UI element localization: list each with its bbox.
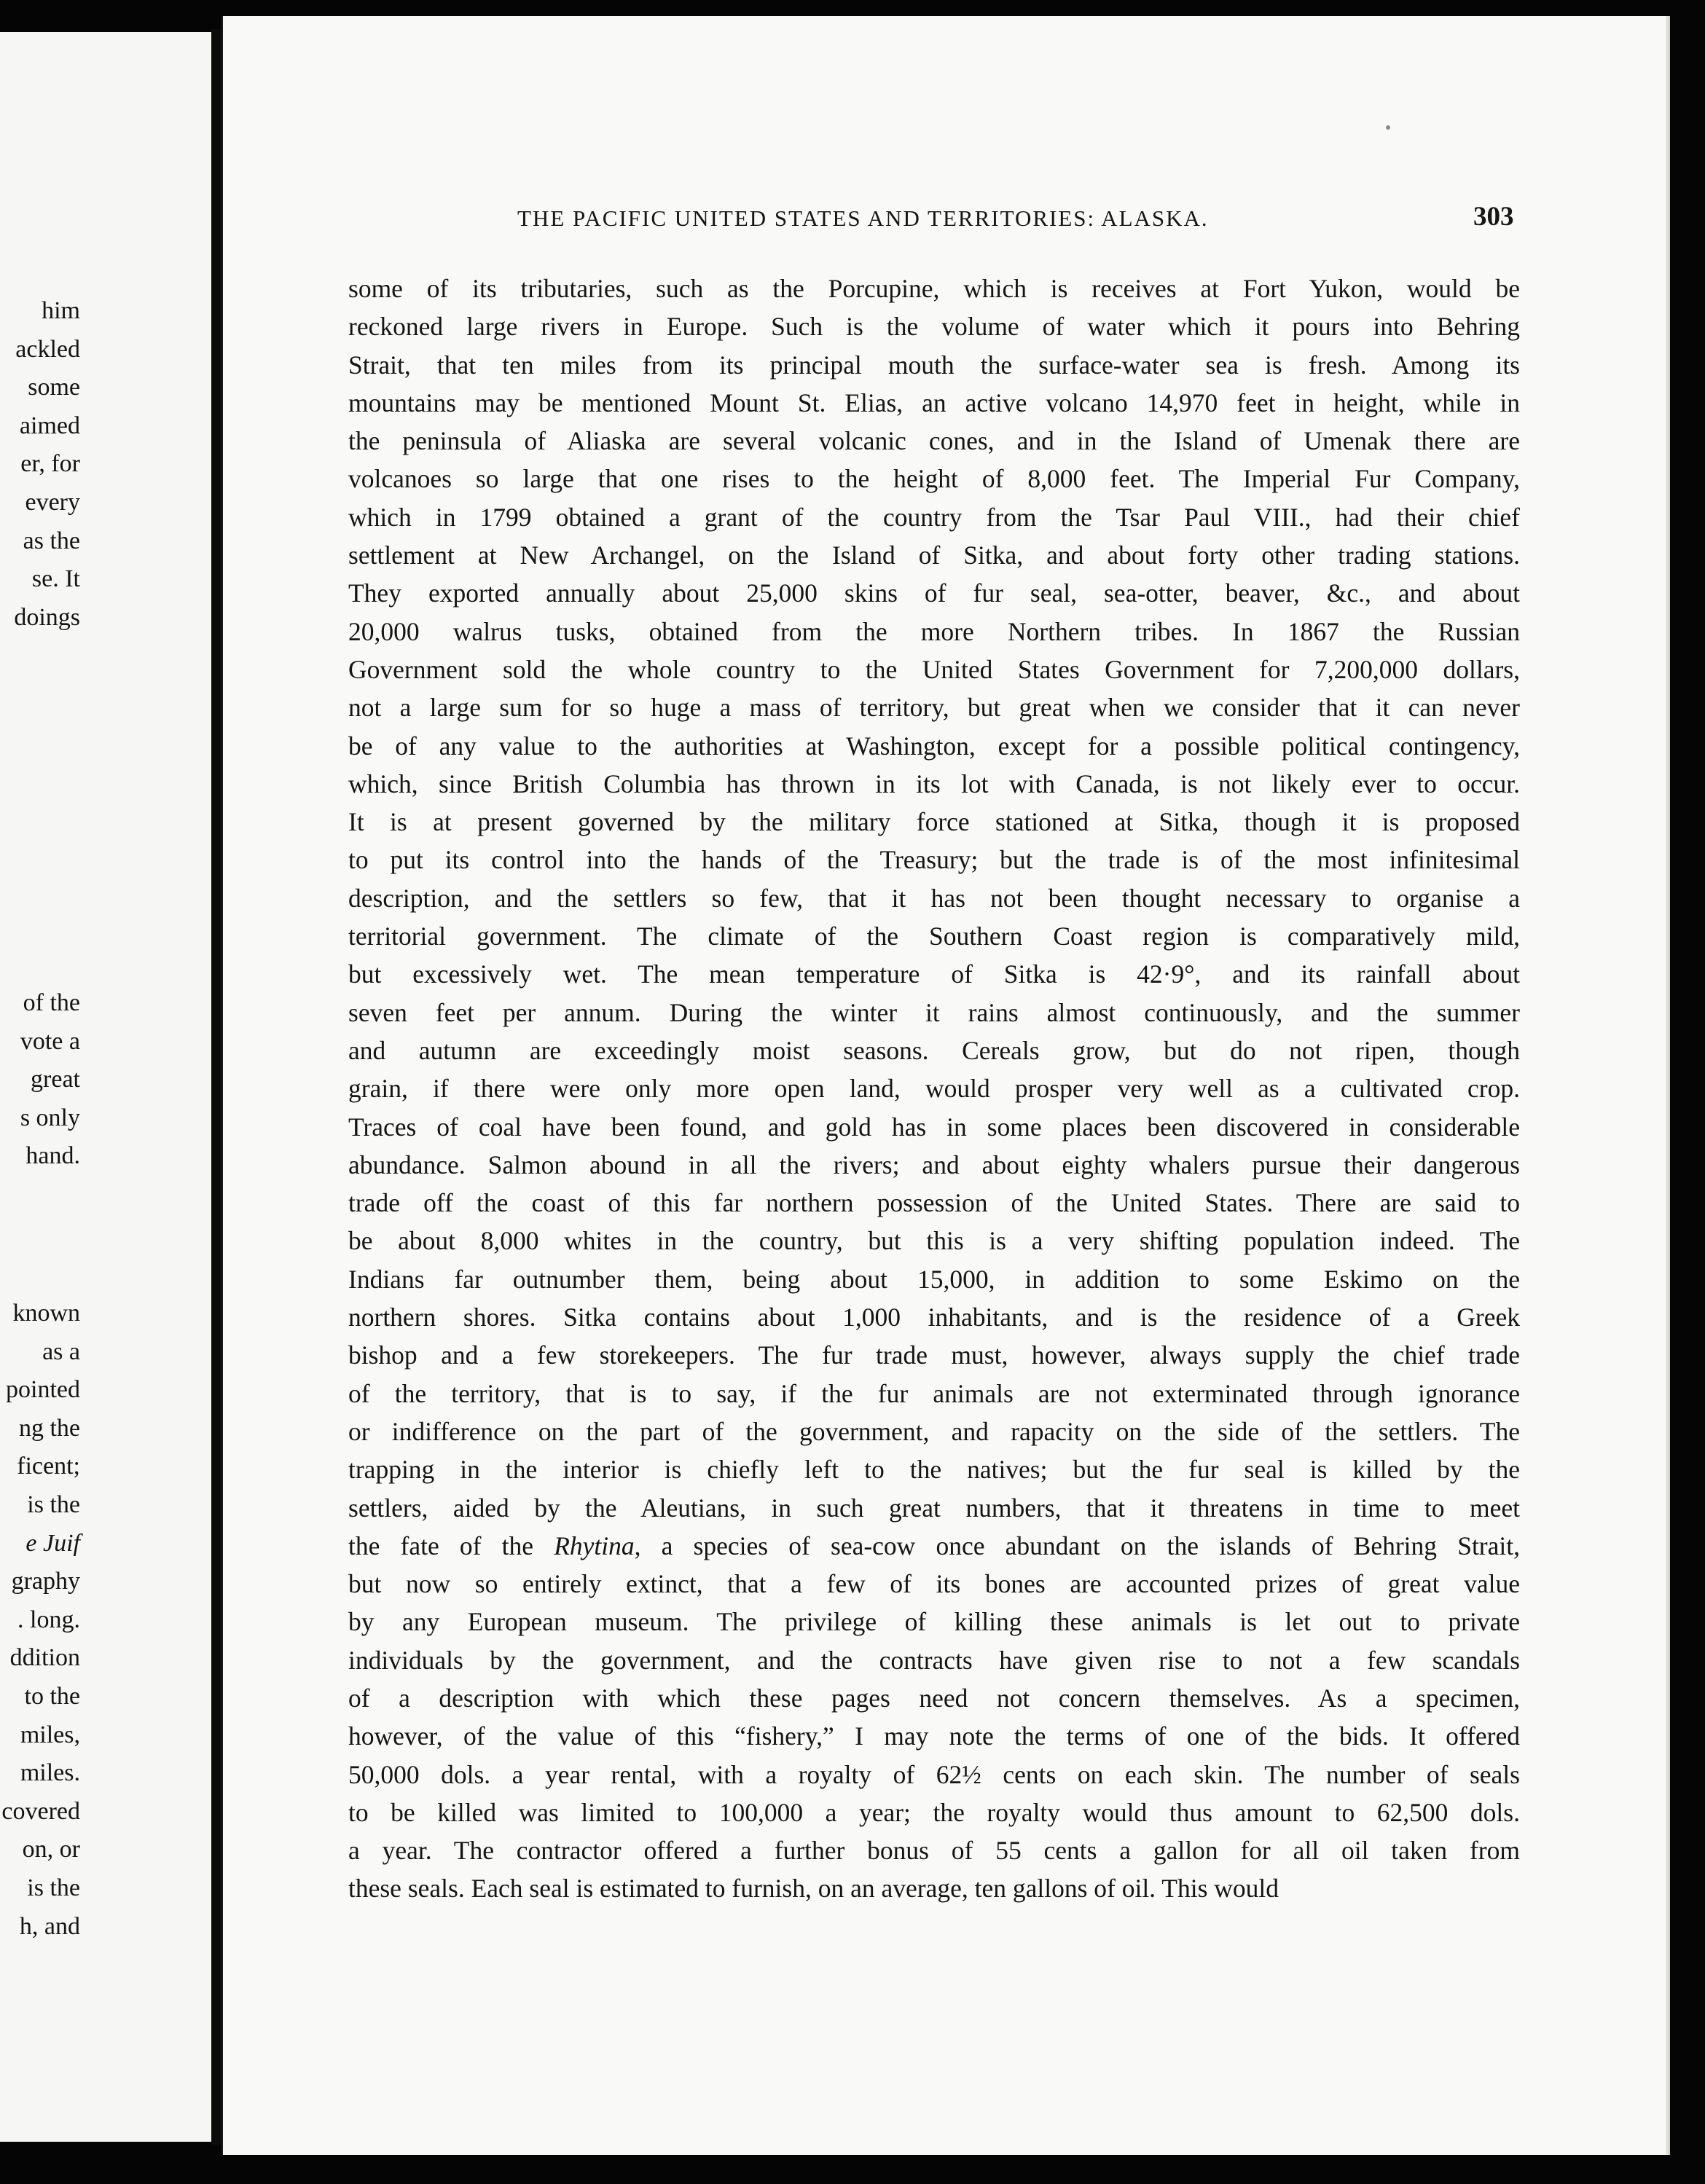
text-line: the fate of the Rhytina, a species of sea-cow once abundant on the islands of Behring Strait, bbox=[348, 1531, 1520, 1560]
facing-page-line-fragment: on, or bbox=[22, 1836, 80, 1863]
text-line: territorial government. The climate of the Southern Coast region is comparatively mild, bbox=[348, 922, 1520, 951]
facing-page-line-fragment: miles, bbox=[20, 1721, 80, 1748]
facing-page-text-column bbox=[0, 32, 80, 2142]
facing-page-line-fragment: graphy bbox=[11, 1568, 80, 1595]
text-line: volcanoes so large that one rises to the height of 8,000 feet. The Imperial Fur Company, bbox=[348, 464, 1520, 494]
book-page bbox=[222, 16, 1670, 2155]
text-line: be about 8,000 whites in the country, but this is a very shifting population indeed. The bbox=[348, 1226, 1520, 1256]
body-text bbox=[348, 270, 1520, 1908]
text-line: They exported annually about 25,000 skins of fur seal, sea-otter, beaver, &c., and about bbox=[348, 578, 1520, 608]
text-line: which, since British Columbia has thrown in its lot with Canada, is not likely ever to occur. bbox=[348, 769, 1520, 798]
page-number: 303 bbox=[1473, 202, 1514, 232]
text-line: of a description with which these pages need not concern themselves. As a specimen, bbox=[348, 1683, 1520, 1713]
text-line: 50,000 dols. a year rental, with a royalty of 62½ cents on each skin. The number of seals bbox=[348, 1759, 1520, 1789]
facing-page-line-fragment: ddition bbox=[9, 1644, 80, 1672]
text-line: and autumn are exceedingly moist seasons. Cereals grow, but do not ripen, though bbox=[348, 1035, 1520, 1065]
text-line: but now so entirely extinct, that a few of its bones are accounted prizes of great value bbox=[348, 1569, 1520, 1599]
text-line: It is at present governed by the military force stationed at Sitka, though it is proposed bbox=[348, 807, 1520, 837]
book-gutter bbox=[211, 29, 222, 2145]
text-line: trapping in the interior is chiefly left to the natives; but the fur seal is killed by the bbox=[348, 1455, 1520, 1485]
text-line: Traces of coal have been found, and gold has in some places been discovered in considerable bbox=[348, 1112, 1520, 1142]
facing-page-line-fragment: ficent; bbox=[17, 1453, 80, 1480]
text-line: settlers, aided by the Aleutians, in such great numbers, that it threatens in time to meet bbox=[348, 1493, 1520, 1523]
text-line: which in 1799 obtained a grant of the country from the Tsar Paul VIII., had their chief bbox=[348, 502, 1520, 532]
text-line: however, of the value of this “fishery,” I may note the terms of one of the bids. It offered bbox=[348, 1721, 1520, 1751]
text-line: these seals. Each seal is estimated to furnish, on an average, ten gallons of oil. This would bbox=[348, 1874, 1279, 1904]
text-line: to be killed was limited to 100,000 a year; the royalty would thus amount to 62,500 dols. bbox=[348, 1797, 1520, 1827]
text-line: northern shores. Sitka contains about 1,000 inhabitants, and is the residence of a Greek bbox=[348, 1303, 1520, 1332]
text-line: settlement at New Archangel, on the Island of Sitka, and about forty other trading stations. bbox=[348, 541, 1520, 570]
facing-page-line-fragment: er, for bbox=[20, 450, 80, 478]
facing-page-line-fragment: every bbox=[25, 489, 80, 516]
text-line: not a large sum for so huge a mass of territory, but great when we consider that it can never bbox=[348, 693, 1520, 723]
facing-page-line-fragment: s only bbox=[20, 1104, 80, 1131]
text-line: a year. The contractor offered a further bonus of 55 cents a gallon for all oil taken from bbox=[348, 1836, 1520, 1866]
text-line: grain, if there were only more open land, would prosper very well as a cultivated crop. bbox=[348, 1074, 1520, 1104]
facing-page-line-fragment: is the bbox=[27, 1491, 80, 1518]
facing-page-line-fragment: se. It bbox=[31, 565, 80, 593]
text-line: individuals by the government, and the contracts have given rise to not a few scandals bbox=[348, 1645, 1520, 1675]
text-line: of the territory, that is to say, if the fur animals are not exterminated through ignorance bbox=[348, 1378, 1520, 1408]
facing-page-line-fragment: h, and bbox=[19, 1912, 80, 1940]
text-line: to put its control into the hands of the Treasury; but the trade is of the most infinitesimal bbox=[348, 845, 1520, 875]
facing-page-line-fragment: as the bbox=[23, 527, 80, 554]
text-line: or indifference on the part of the government, and rapacity on the side of the settlers. The bbox=[348, 1416, 1520, 1446]
facing-page-line-fragment: miles. bbox=[20, 1759, 80, 1787]
facing-page-line-fragment: some bbox=[28, 374, 80, 401]
text-line: Indians far outnumber them, being about 15,000, in addition to some Eskimo on the bbox=[348, 1264, 1520, 1294]
facing-page-line-fragment: is the bbox=[27, 1874, 80, 1901]
facing-page-line-fragment: known bbox=[12, 1300, 80, 1327]
text-line: the peninsula of Aliaska are several volcanic cones, and in the Island of Umenak there are bbox=[348, 426, 1520, 456]
facing-page-line-fragment: of the bbox=[23, 989, 80, 1016]
text-line: bishop and a few storekeepers. The fur trade must, however, always supply the chief trade bbox=[348, 1340, 1520, 1370]
facing-page-line-fragment: pointed bbox=[6, 1376, 80, 1404]
text-line: reckoned large rivers in Europe. Such is the volume of water which it pours into Behring bbox=[348, 312, 1520, 342]
text-line: some of its tributaries, such as the Porcupine, which is receives at Fort Yukon, would be bbox=[348, 274, 1520, 303]
facing-page-line-fragment: e Juif bbox=[26, 1529, 80, 1557]
text-line: description, and the settlers so few, that it has not been thought necessary to organise a bbox=[348, 883, 1520, 913]
facing-page-line-fragment: ackled bbox=[15, 335, 80, 363]
text-line: mountains may be mentioned Mount St. Elias, an active volcano 14,970 feet in height, while in bbox=[348, 388, 1520, 417]
text-line: Strait, that ten miles from its principal mouth the surface-water sea is fresh. Among its bbox=[348, 350, 1520, 380]
text-line: seven feet per annum. During the winter it rains almost continuously, and the summer bbox=[348, 997, 1520, 1027]
facing-page-line-fragment: hand. bbox=[26, 1142, 80, 1170]
text-line: by any European museum. The privilege of killing these animals is let out to private bbox=[348, 1607, 1520, 1637]
facing-page-line-fragment: covered bbox=[1, 1797, 80, 1825]
facing-page-line-fragment: to the bbox=[24, 1683, 80, 1710]
facing-page-line-fragment: great bbox=[31, 1066, 80, 1093]
facing-page-line-fragment: ng the bbox=[18, 1414, 80, 1442]
facing-page-line-fragment: him bbox=[42, 297, 80, 324]
facing-page-line-fragment: aimed bbox=[19, 412, 80, 439]
text-line: 20,000 walrus tusks, obtained from the more Northern tribes. In 1867 the Russian bbox=[348, 616, 1520, 646]
text-line: abundance. Salmon abound in all the rivers; and about eighty whalers pursue their dangerous bbox=[348, 1150, 1520, 1179]
paper-speck bbox=[1386, 125, 1390, 130]
facing-page-line-fragment: vote a bbox=[20, 1027, 80, 1055]
running-head: THE PACIFIC UNITED STATES AND TERRITORIES: ALASKA. bbox=[517, 205, 1209, 231]
facing-page-line-fragment: as a bbox=[42, 1337, 80, 1365]
facing-page-line-fragment: doings bbox=[14, 603, 80, 631]
facing-page bbox=[0, 32, 213, 2142]
text-line: Government sold the whole country to the United States Government for 7,200,000 dollars, bbox=[348, 654, 1520, 684]
text-line: be of any value to the authorities at Washington, except for a possible political contingency, bbox=[348, 731, 1520, 761]
text-line: trade off the coast of this far northern possession of the United States. There are said to bbox=[348, 1188, 1520, 1218]
facing-page-line-fragment: . long. bbox=[17, 1606, 80, 1633]
text-line: but excessively wet. The mean temperature of Sitka is 42·9°, and its rainfall about bbox=[348, 959, 1520, 989]
